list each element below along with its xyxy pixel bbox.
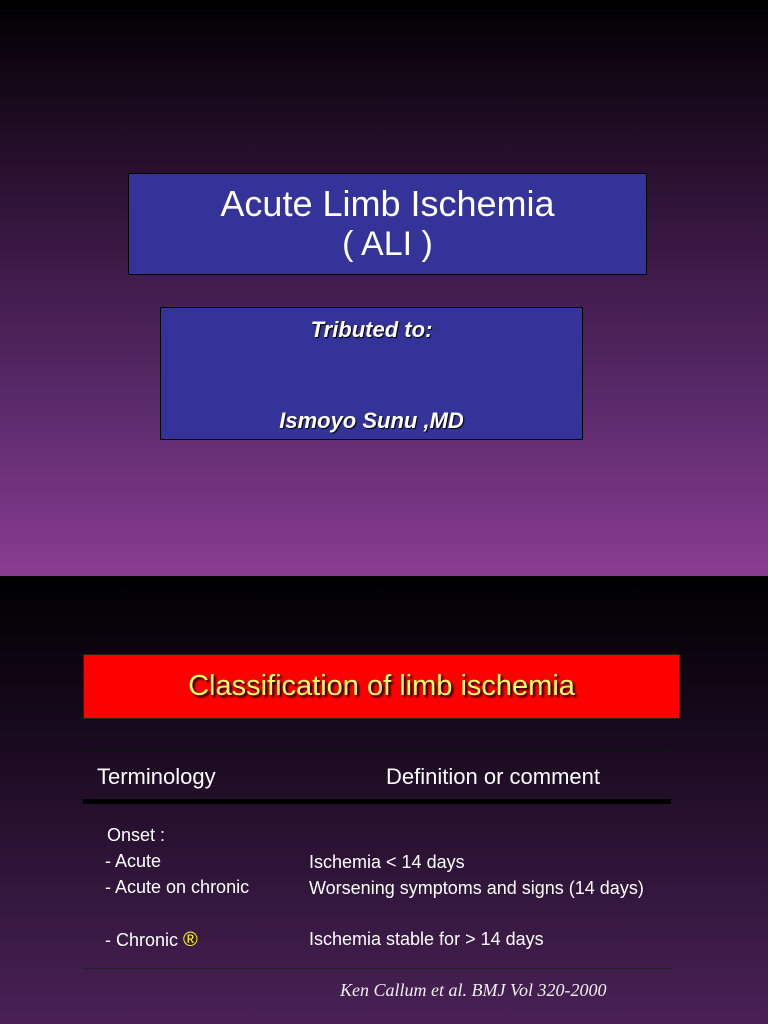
definition-acute-on-chronic: Worsening symptoms and signs (14 days) xyxy=(309,878,644,898)
table-bottom-rule xyxy=(83,968,671,969)
header-terminology: Terminology xyxy=(97,764,216,789)
table-header-rule xyxy=(83,799,671,804)
tribute-label: Tributed to: xyxy=(310,317,433,342)
definition-acute: Ischemia < 14 days xyxy=(309,852,465,872)
definition-chronic: Ischemia stable for > 14 days xyxy=(309,929,544,949)
term-acute-on-chronic: - Acute on chronic xyxy=(105,877,250,897)
header-definition: Definition or comment xyxy=(386,764,600,789)
term-chronic xyxy=(105,928,198,952)
tribute-box xyxy=(160,307,583,440)
term-acute: - Acute xyxy=(105,851,162,871)
slide-classification xyxy=(0,578,768,1024)
citation: Ken Callum et al. BMJ Vol 320-2000 xyxy=(340,980,607,1000)
classification-title: Classification of limb ischemia xyxy=(83,654,680,719)
slide-title-line2: ( ALI ) xyxy=(342,225,433,263)
title-box xyxy=(128,173,647,275)
onset-label: Onset : xyxy=(107,825,166,845)
registered-mark-icon: ® xyxy=(183,929,198,951)
tribute-name: Ismoyo Sunu ,MD xyxy=(279,408,464,433)
term-chronic-label: - Chronic xyxy=(105,930,179,950)
table-top-rule xyxy=(83,749,671,751)
slide-title-line1: Acute Limb Ischemia xyxy=(220,183,555,224)
